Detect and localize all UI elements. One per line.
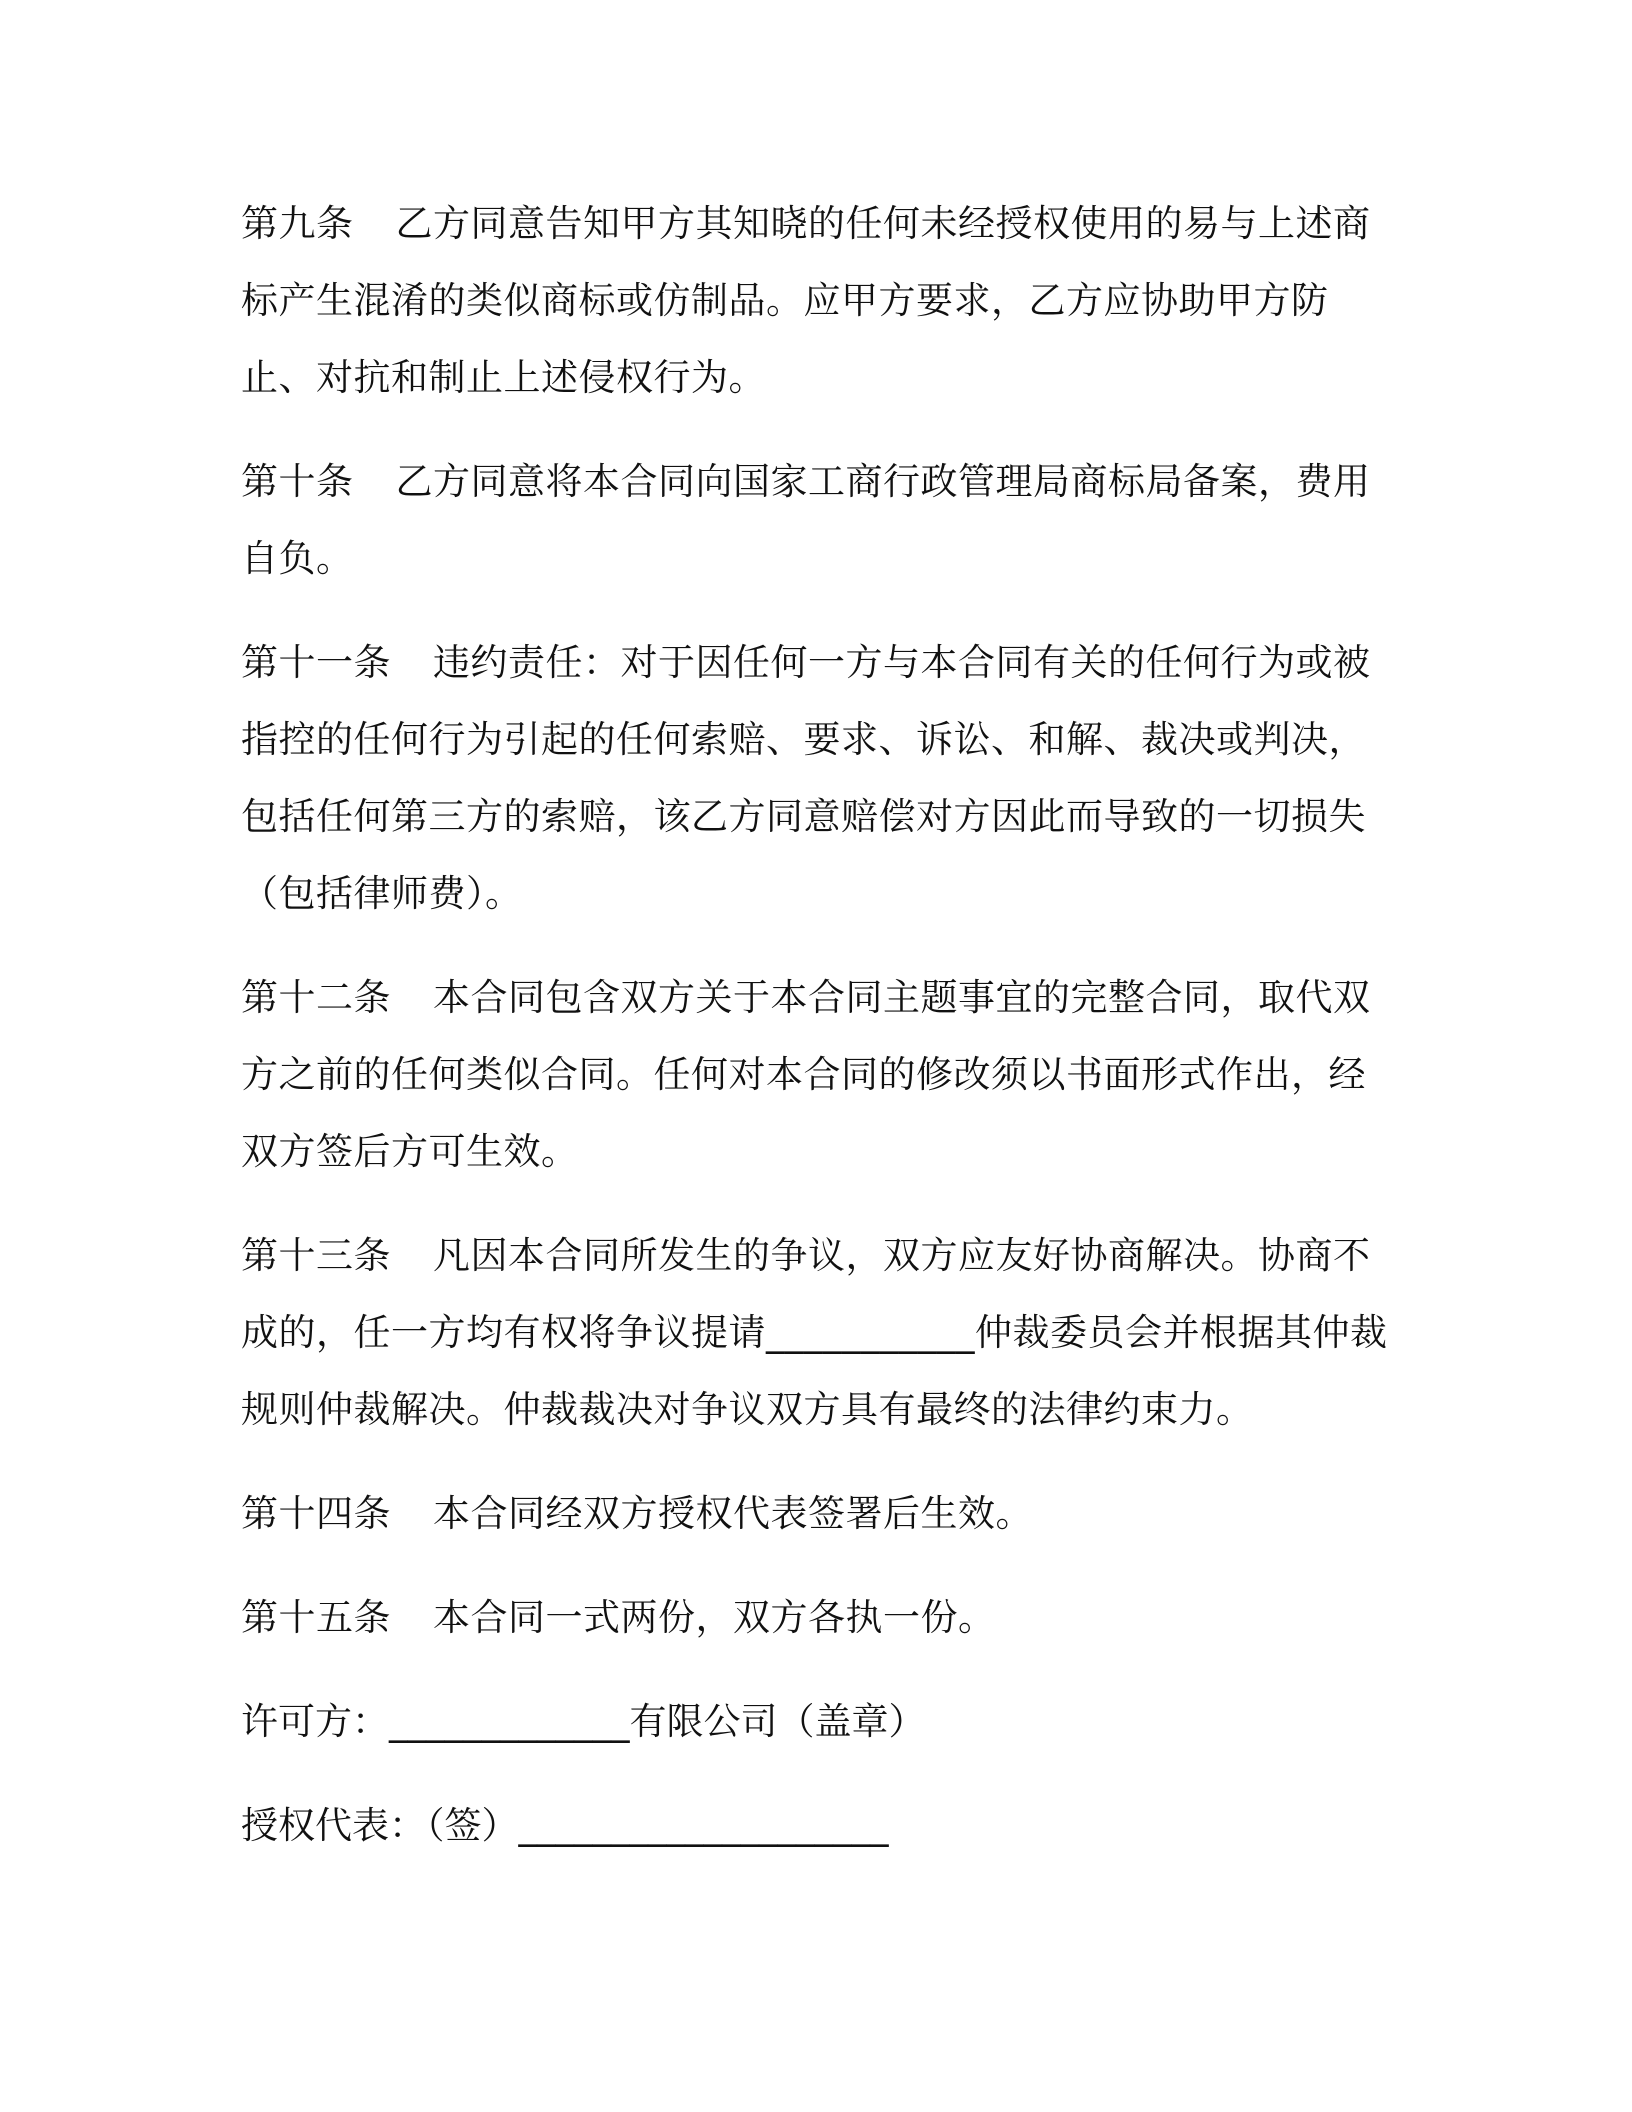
representative-label: 授权代表：（签）: [241, 1804, 519, 1847]
licensor-name-blank: _____________: [389, 1700, 630, 1743]
article-9: [241, 185, 1401, 416]
article-number: 第十五条: [241, 1596, 391, 1639]
article-text-after: 仲裁委员会并根据其仲裁规则仲裁解决。仲裁裁决对争议双方具有最终的法律约束力。: [241, 1311, 1388, 1431]
article-number: 第十四条: [241, 1492, 391, 1535]
article-number: 第九条: [241, 202, 354, 245]
article-12: [241, 959, 1401, 1190]
article-14: [241, 1475, 1401, 1552]
representative-signature-blank: ____________________: [518, 1804, 889, 1847]
article-text-before: 凡因本合同所发生的争议，双方应友好协商解决。协商不成的，任一方均有权将争议提请: [241, 1234, 1371, 1354]
article-number: 第十三条: [241, 1234, 391, 1277]
licensor-suffix: 有限公司（盖章）: [629, 1700, 926, 1743]
article-text: 本合同包含双方关于本合同主题事宜的完整合同，取代双方之前的任何类似合同。任何对本合同的修改须以书面形式作出，经双方签后方可生效。: [241, 976, 1371, 1173]
article-text: 乙方同意告知甲方其知晓的任何未经授权使用的易与上述商标产生混淆的类似商标或仿制品。应甲方要求，乙方应协助甲方防止、对抗和制止上述侵权行为。: [241, 202, 1371, 399]
arbitration-commission-blank: ___________: [766, 1311, 975, 1354]
article-text: 违约责任：对于因任何一方与本合同有关的任何行为或被指控的任何行为引起的任何索赔、要求、诉讼、和解、裁决或判决，包括任何第三方的索赔，该乙方同意赔偿对方因此而导致的一切损失（包括律师费）。: [241, 641, 1371, 915]
contract-body: [241, 185, 1401, 1891]
article-10: [241, 443, 1401, 597]
article-text: 本合同一式两份，双方各执一份。: [433, 1596, 996, 1639]
article-text: 本合同经双方授权代表签署后生效。: [433, 1492, 1033, 1535]
licensor-label: 许可方：: [241, 1700, 389, 1743]
representative-signature-line: [241, 1787, 1401, 1864]
article-number: 第十一条: [241, 641, 391, 684]
article-number: 第十条: [241, 460, 354, 503]
article-11: [241, 624, 1401, 932]
article-text: 乙方同意将本合同向国家工商行政管理局商标局备案，费用自负。: [241, 460, 1371, 580]
article-number: 第十二条: [241, 976, 391, 1019]
article-13: [241, 1217, 1401, 1448]
licensor-signature-line: [241, 1683, 1401, 1760]
article-15: [241, 1579, 1401, 1656]
